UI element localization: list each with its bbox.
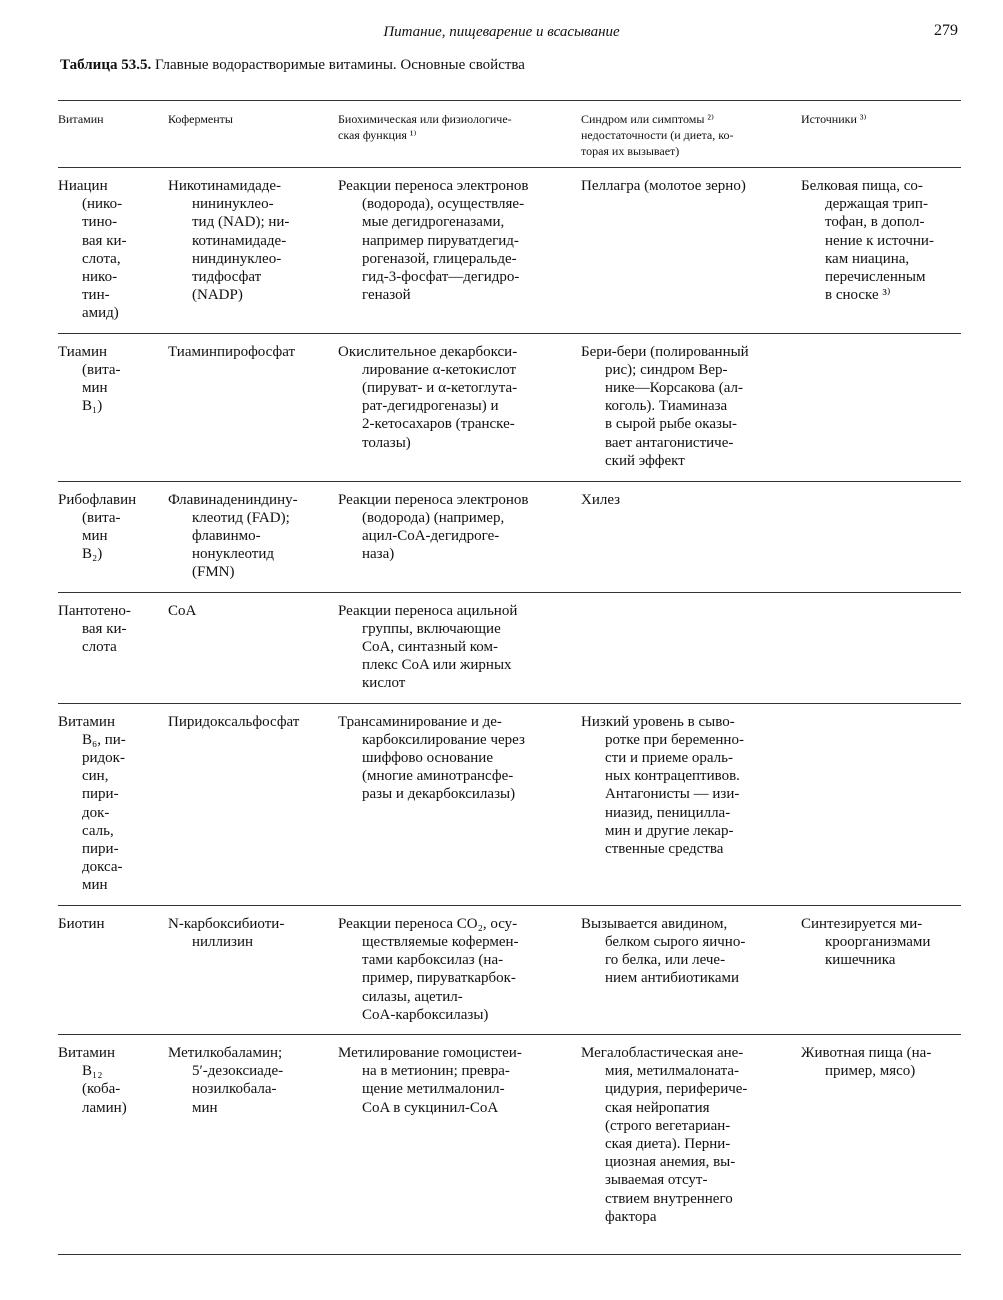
table-row-cell-vitamin [58,1044,168,1244]
cell-line: карбоксилирование через [362,731,525,748]
cell-line: ская диета). Перни- [605,1135,731,1152]
table-row [58,1035,961,1255]
table-row-cell-sources [801,602,961,693]
table-header-cell-sources [801,111,961,159]
cell-line: Метилкобаламин; [168,1044,283,1061]
cell-line: мин и другие лекар- [605,822,734,839]
cell-line: кишечника [825,952,896,969]
table-row-cell-vitamin [58,713,168,895]
cell-line: (многие аминотрансфе- [362,768,514,785]
cell-line: в сноске ³⁾ [825,287,891,304]
running-head: Питание, пищеварение и всасывание [383,24,620,40]
cell-line: B₂) [82,546,103,563]
cell-line: Синтезируется ми- [801,915,923,932]
table-row [58,704,961,906]
cell-line: Реакции переноса электронов [338,178,529,194]
cell-line: плекс CoA или жирных [362,657,512,674]
cell-line: Трансаминирование и де- [338,713,502,730]
table-row-cell-function [338,1044,581,1244]
cell-line: амид) [82,305,119,322]
cell-line: коголь). Тиаминаза [605,398,728,415]
table-row-cell-vitamin [58,602,168,693]
cell-line: Никотинамидаде- [168,178,282,194]
cell-line: ротке при беременно- [605,731,744,748]
table-row [58,168,961,334]
table-row-cell-deficiency [581,915,801,1024]
table-row-cell-function [338,602,581,693]
cell-line: лирование α-кетокислот [362,361,517,378]
cell-line: ниндинуклео- [192,250,282,267]
cell-line: CoA-карбоксилазы) [362,1006,489,1023]
table-row-cell-coenzymes [168,602,338,693]
cell-line: циозная анемия, вы- [605,1154,736,1171]
cell-line: ская функция ¹⁾ [338,128,417,142]
cell-line: Бери-бери (полированный [581,343,749,360]
cell-line: саль, [82,822,114,839]
cell-line: Витамин [58,713,115,730]
cell-line: Белковая пища, со- [801,178,923,194]
cell-line: вая ки- [82,620,127,637]
cell-line: Биохимическая или физиологиче- [338,112,512,126]
cell-line: рогеназой, глицеральде- [362,250,517,267]
cell-line: нием антибиотиками [605,970,740,987]
cell-line: мые дегидрогеназами, [362,214,505,231]
table-row-cell-deficiency [581,1044,801,1244]
cell-line: Пеллагра (молотое зерно) [581,178,746,194]
cell-line: клеотид (FAD); [192,509,290,526]
table-row-cell-sources [801,1044,961,1244]
table-row-cell-sources [801,343,961,471]
cell-line: щение метилмалонил- [362,1081,505,1098]
table-row-cell-function [338,343,581,471]
cell-line: ниллизин [192,933,254,950]
cell-line: (нико- [82,196,123,213]
cell-line: Низкий уровень в сыво- [581,713,735,730]
cell-line: тино- [82,214,118,231]
cell-line: син, [82,768,109,785]
cell-line: тидфосфат [192,269,262,286]
cell-line: тофан, в допол- [825,214,925,231]
page-number: 279 [934,22,958,39]
cell-line: Рибофлавин [58,491,137,508]
cell-line: Флавинадениндину- [168,491,298,508]
cell-line: мин [82,528,108,545]
cell-line: Источники ³⁾ [801,112,867,126]
cell-line: ниазид, пеницилла- [605,804,731,821]
table-row-cell-vitamin [58,491,168,582]
cell-line: нико- [82,269,118,286]
cell-line: ствием внутреннего [605,1190,733,1207]
cell-line: Хилез [581,491,621,508]
cell-line: Коферменты [168,112,233,126]
caption-text: Главные водорастворимые витамины. Основные свойства [151,57,525,73]
cell-line: кам ниацина, [825,250,910,267]
cell-line: док- [82,804,110,821]
cell-line: Биотин [58,915,105,932]
table-row-cell-coenzymes [168,177,338,323]
cell-line: CoA [168,602,197,619]
table-row-cell-sources [801,713,961,895]
cell-line: гид-3-фосфат—дегидро- [362,269,520,286]
cell-line: рис); синдром Вер- [605,361,728,378]
cell-line: в сырой рыбе оказы- [605,416,737,433]
table-row-cell-coenzymes [168,343,338,471]
table-row-cell-coenzymes [168,1044,338,1244]
cell-line: мин [82,380,108,397]
cell-line: наза) [362,546,395,563]
table-header-cell-deficiency [581,111,801,159]
cell-line: (коба- [82,1081,121,1098]
cell-line: слота, [82,250,121,267]
table-row [58,482,961,593]
table-header-cell-coenzymes [168,111,338,159]
table-header-cell-vitamin [58,111,168,159]
cell-line: тин- [82,287,110,304]
cell-line: Антагонисты — изи- [605,786,740,803]
cell-line: вает антагонистиче- [605,434,734,451]
cell-line: B₁₂ [82,1063,103,1080]
cell-line: B₁) [82,398,103,415]
cell-line: го белка, или лече- [605,952,726,969]
table-row-cell-sources [801,915,961,1024]
cell-line: мин [192,1099,218,1116]
table-row-cell-coenzymes [168,915,338,1024]
cell-line: рат-дегидрогеназы) и [362,398,499,415]
cell-line: (водорода), осуществляе- [362,196,525,213]
cell-line: кислот [362,675,406,692]
cell-line: CoA в сукцинил-CoA [362,1099,499,1116]
cell-line: кроорганизмами [825,933,931,950]
cell-line: пример, пируваткарбок- [362,970,516,987]
cell-line: Мегалобластическая ане- [581,1044,744,1061]
cell-line: геназой [362,287,411,304]
cell-line: (водорода) (например, [362,509,505,526]
cell-line: пири- [82,786,119,803]
table-row-cell-vitamin [58,915,168,1024]
cell-line: белком сырого яично- [605,933,746,950]
table-row-cell-vitamin [58,343,168,471]
cell-line: силазы, ацетил- [362,988,463,1005]
table-row [58,906,961,1035]
cell-line: слота [82,639,117,656]
cell-line: ламин) [82,1099,127,1116]
cell-line: Вызывается авидином, [581,915,728,932]
cell-line: пример, мясо) [825,1063,916,1080]
cell-line: докса- [82,859,123,876]
cell-line: ных контрацептивов. [605,768,740,785]
cell-line: флавинмо- [192,528,261,545]
vitamins-table [58,100,961,1255]
cell-line: CoA, синтазный ком- [362,639,498,656]
cell-line: Метилирование гомоцистеи- [338,1044,522,1061]
cell-line: держащая трип- [825,196,928,213]
table-row-cell-deficiency [581,343,801,471]
cell-line: группы, включающие [362,620,501,637]
cell-line: пири- [82,841,119,858]
table-row-cell-coenzymes [168,713,338,895]
table-row [58,593,961,704]
cell-line: Реакции переноса CO₂, осу- [338,915,518,932]
cell-line: (FMN) [192,564,235,581]
cell-line: ский эффект [605,452,685,469]
cell-line: цидурия, перифериче- [605,1081,748,1098]
cell-line: ществляемые кофермен- [362,933,519,950]
cell-line: толазы) [362,434,411,451]
table-row-cell-sources [801,177,961,323]
caption-label: Таблица 53.5. [60,57,152,73]
cell-line: ственные средства [605,841,724,858]
cell-line: Животная пища (на- [801,1044,932,1061]
cell-line: Пиридоксальфосфат [168,713,300,730]
cell-line: фактора [605,1208,657,1225]
cell-line: нике—Корсакова (ал- [605,380,743,397]
table-row-cell-coenzymes [168,491,338,582]
cell-line: Тиаминпирофосфат [168,343,296,360]
table-row-cell-deficiency [581,491,801,582]
cell-line: перечисленным [825,269,926,286]
cell-line: (пируват- и α-кетоглута- [362,380,518,397]
cell-line: мия, метилмалоната- [605,1063,739,1080]
cell-line: тами карбоксилаз (на- [362,952,504,969]
table-row-cell-function [338,713,581,895]
table-row-cell-function [338,915,581,1024]
cell-line: Витамин [58,112,104,126]
cell-line: нининуклео- [192,196,274,213]
cell-line: нонуклеотид [192,546,275,563]
cell-line: ридок- [82,750,125,767]
table-row-cell-deficiency [581,177,801,323]
cell-line: B₆, пи- [82,731,126,748]
cell-line: на в метионин; превра- [362,1063,510,1080]
cell-line: недостаточности (и диета, ко- [581,128,734,142]
table-caption [60,57,525,74]
cell-line: мин [82,877,108,894]
cell-line: нозилкобала- [192,1081,277,1098]
cell-line: котинамидаде- [192,232,287,249]
table-row-cell-deficiency [581,713,801,895]
cell-line: ацил-CoA-дегидроге- [362,528,500,545]
cell-line: Окислительное декарбокси- [338,343,518,360]
cell-line: вая ки- [82,232,127,249]
cell-line: Витамин [58,1044,115,1061]
table-row [58,334,961,482]
cell-line: (строго вегетариан- [605,1117,731,1134]
table-header [58,101,961,168]
cell-line: N-карбоксибиоти- [168,915,285,932]
cell-line: 5′-дезоксиаде- [192,1063,284,1080]
cell-line: Пантотено- [58,602,131,619]
cell-line: 2-кетосахаров (транске- [362,416,515,433]
table-header-cell-function [338,111,581,159]
cell-line: (NADP) [192,287,243,304]
cell-line: Тиамин [58,343,108,360]
table-row-cell-sources [801,491,961,582]
cell-line: ская нейропатия [605,1099,710,1116]
cell-line: нение к источни- [825,232,934,249]
table-row-cell-deficiency [581,602,801,693]
cell-line: торая их вызывает) [581,144,680,158]
cell-line: разы и декарбоксилазы) [362,786,516,803]
cell-line: Синдром или симптомы ²⁾ [581,112,714,126]
table-row-cell-vitamin [58,177,168,323]
cell-line: например пируватдегид- [362,232,519,249]
cell-line: зываемая отсут- [605,1172,708,1189]
table-row-cell-function [338,177,581,323]
cell-line: Ниацин [58,178,108,194]
cell-line: сти и приеме ораль- [605,750,733,767]
cell-line: шиффово основание [362,750,493,767]
cell-line: (вита- [82,509,121,526]
cell-line: Реакции переноса ацильной [338,602,518,619]
cell-line: (вита- [82,361,121,378]
table-row-cell-function [338,491,581,582]
cell-line: тид (NAD); ни- [192,214,290,231]
cell-line: Реакции переноса электронов [338,491,529,508]
